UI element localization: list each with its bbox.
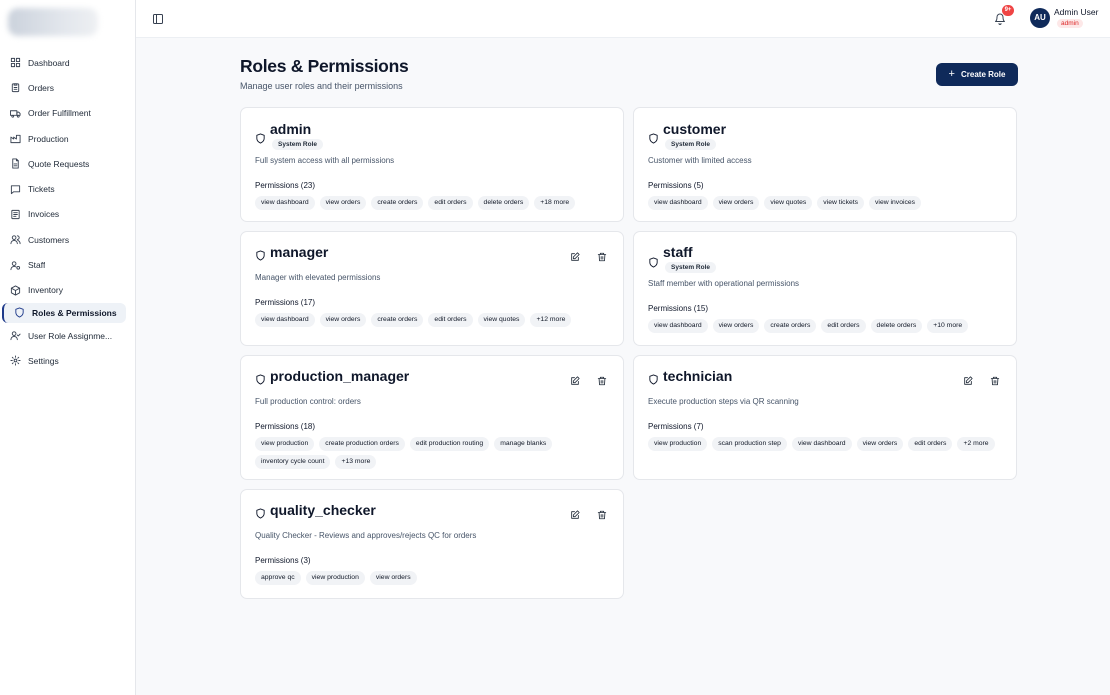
permissions-title: Permissions (15): [648, 304, 709, 313]
permission-chip: view dashboard: [255, 313, 315, 327]
trash-icon[interactable]: [595, 374, 609, 388]
shield-icon: [255, 506, 266, 517]
permission-chip: approve qc: [255, 571, 301, 585]
sidebar-item-user-role-assignments[interactable]: [0, 323, 136, 348]
permission-chip: view orders: [857, 437, 904, 451]
sidebar-item-label: Inventory: [28, 285, 63, 296]
permission-chip: create production orders: [319, 437, 405, 451]
permission-chips: [255, 196, 609, 210]
package-icon: [10, 285, 21, 296]
sidebar-item-settings[interactable]: [0, 348, 136, 373]
truck-icon: [10, 108, 21, 119]
trash-icon[interactable]: [595, 250, 609, 264]
page-title: Roles & Permissions: [240, 56, 409, 76]
sidebar-item-label: Orders: [28, 82, 54, 93]
sidebar-item-production[interactable]: [0, 126, 136, 151]
message-square-icon: [10, 184, 21, 195]
sidebar: [0, 0, 136, 695]
gear-icon: [10, 355, 21, 366]
role-description: Full system access with all permissions: [255, 156, 395, 165]
topbar: [136, 0, 1110, 38]
user-name[interactable]: Admin User: [1054, 7, 1099, 17]
file-text-icon: [10, 158, 21, 169]
sidebar-item-label: Order Fulfillment: [28, 108, 91, 119]
permission-chip: delete orders: [478, 196, 530, 210]
permission-chip: create orders: [371, 313, 423, 327]
sidebar-item-orders[interactable]: [0, 75, 136, 100]
permission-chip: view production: [306, 571, 365, 585]
more-permissions-chip: +2 more: [957, 437, 994, 451]
sidebar-item-label: Staff: [28, 260, 46, 271]
sidebar-toggle-icon[interactable]: [152, 12, 164, 24]
receipt-icon: [10, 209, 21, 220]
create-role-button[interactable]: [936, 63, 1018, 86]
more-permissions-chip: +13 more: [335, 455, 376, 469]
permission-chip: view orders: [370, 571, 417, 585]
sidebar-item-label: User Role Assignme...: [28, 330, 113, 341]
sidebar-item-tickets[interactable]: [0, 176, 136, 201]
permissions-title: Permissions (3): [255, 556, 311, 565]
sidebar-item-roles-permissions[interactable]: [2, 303, 126, 323]
role-description: Customer with limited access: [648, 156, 752, 165]
permission-chip: view quotes: [764, 196, 812, 210]
permission-chip: create orders: [764, 319, 816, 333]
shield-icon: [255, 372, 266, 383]
role-actions: [568, 250, 609, 264]
edit-icon[interactable]: [568, 250, 582, 264]
shield-icon: [14, 307, 25, 318]
permission-chip: edit orders: [908, 437, 952, 451]
shield-icon: [255, 248, 266, 259]
sidebar-item-customers[interactable]: [0, 227, 136, 252]
role-name: manager: [270, 244, 329, 260]
sidebar-item-inventory[interactable]: [0, 278, 136, 303]
permission-chip: edit production routing: [410, 437, 489, 451]
sidebar-item-label: Dashboard: [28, 57, 70, 68]
role-card-quality-checker: [240, 489, 624, 599]
sidebar-item-label: Tickets: [28, 184, 55, 195]
trash-icon[interactable]: [988, 374, 1002, 388]
permission-chip: view dashboard: [792, 437, 852, 451]
permission-chip: view quotes: [478, 313, 526, 327]
role-name: production_manager: [270, 368, 410, 384]
role-name: customer: [663, 121, 727, 137]
page-subtitle: Manage user roles and their permissions: [240, 81, 403, 91]
permission-chip: view orders: [320, 313, 367, 327]
sidebar-item-label: Settings: [28, 355, 59, 366]
edit-icon[interactable]: [568, 374, 582, 388]
plus-icon: +: [948, 68, 955, 80]
permission-chip: view invoices: [869, 196, 921, 210]
more-permissions-chip: +10 more: [927, 319, 968, 333]
shield-icon: [648, 372, 659, 383]
system-role-badge: System Role: [665, 139, 716, 150]
create-role-label: Create Role: [960, 70, 1006, 79]
permission-chips: [648, 196, 1002, 210]
shield-icon: [255, 131, 266, 142]
role-description: Manager with elevated permissions: [255, 273, 381, 282]
more-permissions-chip: +12 more: [530, 313, 571, 327]
permission-chips: [648, 319, 1002, 333]
permission-chip: view dashboard: [648, 196, 708, 210]
role-card-manager: [240, 231, 624, 346]
factory-icon: [10, 133, 21, 144]
permission-chip: view production: [648, 437, 707, 451]
user-role-badge: admin: [1057, 19, 1083, 28]
permission-chip: edit orders: [821, 319, 865, 333]
sidebar-item-dashboard[interactable]: [0, 50, 136, 75]
role-actions: [568, 508, 609, 522]
permission-chip: edit orders: [428, 196, 472, 210]
sidebar-nav: [0, 50, 136, 374]
role-card-staff: [633, 231, 1017, 346]
more-permissions-chip: +18 more: [534, 196, 575, 210]
permission-chip: edit orders: [428, 313, 472, 327]
role-name: staff: [663, 244, 693, 260]
permission-chip: delete orders: [871, 319, 923, 333]
shield-icon: [648, 255, 659, 266]
edit-icon[interactable]: [961, 374, 975, 388]
role-card-production-manager: [240, 355, 624, 480]
trash-icon[interactable]: [595, 508, 609, 522]
sidebar-item-staff[interactable]: [0, 252, 136, 277]
clipboard-icon: [10, 82, 21, 93]
sidebar-item-label: Production: [28, 133, 69, 144]
sidebar-item-quote-requests[interactable]: [0, 151, 136, 176]
permission-chips: [255, 571, 609, 585]
permissions-title: Permissions (5): [648, 181, 704, 190]
sidebar-item-invoices[interactable]: [0, 202, 136, 227]
sidebar-item-label: Quote Requests: [28, 158, 90, 169]
system-role-badge: System Role: [272, 139, 323, 150]
permission-chip: view tickets: [817, 196, 864, 210]
user-check-icon: [10, 330, 21, 341]
avatar[interactable]: AU: [1030, 8, 1050, 28]
edit-icon[interactable]: [568, 508, 582, 522]
permissions-title: Permissions (18): [255, 422, 316, 431]
role-card-technician: [633, 355, 1017, 480]
role-name: admin: [270, 121, 312, 137]
role-name: technician: [663, 368, 733, 384]
role-card-customer: [633, 107, 1017, 222]
permission-chip: view dashboard: [648, 319, 708, 333]
shield-icon: [648, 131, 659, 142]
permission-chip: view production: [255, 437, 314, 451]
users-icon: [10, 234, 21, 245]
sidebar-item-label: Invoices: [28, 209, 60, 220]
permission-chip: view orders: [713, 319, 760, 333]
role-description: Quality Checker - Reviews and approves/rejects QC for orders: [255, 531, 477, 540]
permissions-title: Permissions (17): [255, 298, 316, 307]
sidebar-item-order-fulfillment[interactable]: [0, 101, 136, 126]
system-role-badge: System Role: [665, 262, 716, 273]
permission-chip: view orders: [320, 196, 367, 210]
permissions-title: Permissions (23): [255, 181, 316, 190]
role-card-admin: [240, 107, 624, 222]
layout-grid-icon: [10, 57, 21, 68]
permission-chip: scan production step: [712, 437, 787, 451]
permission-chip: inventory cycle count: [255, 455, 330, 469]
user-cog-icon: [10, 260, 21, 271]
sidebar-item-label: Roles & Permissions: [32, 307, 117, 318]
permission-chip: manage blanks: [494, 437, 552, 451]
permissions-title: Permissions (7): [648, 422, 704, 431]
sidebar-item-label: Customers: [28, 234, 70, 245]
permission-chips: [255, 313, 609, 327]
role-description: Staff member with operational permissions: [648, 279, 800, 288]
role-description: Full production control: orders: [255, 397, 361, 406]
app-logo[interactable]: [8, 8, 98, 36]
role-name: quality_checker: [270, 502, 376, 518]
permission-chip: view dashboard: [255, 196, 315, 210]
permission-chip: view orders: [713, 196, 760, 210]
permission-chip: create orders: [371, 196, 423, 210]
role-actions: [961, 374, 1002, 388]
permission-chips: [648, 437, 1002, 451]
role-description: Execute production steps via QR scanning: [648, 397, 799, 406]
main-content: [136, 38, 1110, 695]
notification-badge: 9+: [1002, 5, 1014, 16]
permission-chips: [255, 437, 609, 469]
role-actions: [568, 374, 609, 388]
